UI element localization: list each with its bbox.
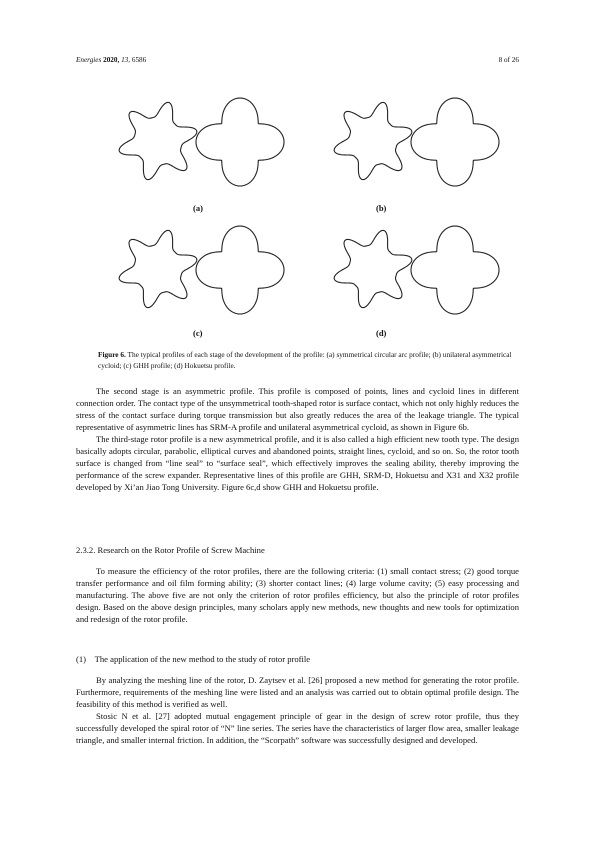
subfigure-label-c: (c) [193, 328, 203, 338]
rotor-profiles-figure [100, 86, 520, 346]
paragraph-zaytsev: By analyzing the meshing line of the rotor, D. Zaytsev et al. [26] proposed a new method for generating the rotor profile. Furthermore, requirements of the meshing line were listed and an analysis was carried out to obtain optimal profile design. The feasibility of this method is verified as well. [76, 675, 519, 709]
journal-name: Energies [76, 56, 102, 64]
journal-volume: 13, [121, 56, 131, 64]
page-number: 8 of 26 [498, 56, 519, 64]
body-block-1 [76, 385, 519, 493]
section-heading: 2.3.2. Research on the Rotor Profile of Screw Machine [76, 545, 265, 555]
caption-title: Figure 6. [98, 350, 126, 359]
paragraph-third-stage: The third-stage rotor profile is a new asymmetrical profile, and it is also called a high efficient new tooth type. The design basically adopts circular, parabolic, elliptical curves and abandoned points, straight lines, cycloid, and so on. So, the rotor tooth surface is changed from “line seal” to “surface seal”, which effectively improves the sealing ability, thereby improving the performance of the screw expander. Representative lines of this profile are GHH, SRM-D, Hokuetsu and X31 and X32 profile developed by Xi’an Jiao Tong University. Figure 6c,d show GHH and Hokuetsu profile. [76, 434, 519, 492]
female-rotor-profile-4 [334, 230, 412, 307]
subfigure-label-b: (b) [376, 203, 387, 213]
paragraph-second-stage: The second stage is an asymmetric profile. This profile is composed of points, lines and cycloid lines in different connection order. The contact type of the unsymmetrical tooth-shaped rotor is surface contact, which not only highly reduces the stress of the contact surface during torque transmission but also greatly reduces the area of the leakage triangle. The typical representative of asymmetric lines has SRM-A profile and unilateral asymmetrical cycloid, as shown in Figure 6b. [76, 386, 519, 432]
body-block-3 [76, 674, 519, 746]
journal-year: 2020, [103, 56, 120, 64]
paragraph-criteria: To measure the efficiency of the rotor profiles, there are the following criteria: (1) small contact stress; (2) good torque transfer performance and oil film forming ability; (3) shorter contact lines; (4) large volume cavity; (5) easy processing and manufacturing. The above five are not only the criterion of rotor profiles efficiency, but also the principle of rotor profiles design. Based on the above design principles, many scholars apply new methods, new thoughts and new tools for optimization and redesign of the rotor profile. [76, 566, 519, 624]
female-rotor-profile-1 [119, 102, 197, 179]
female-rotor-profile-2 [334, 102, 412, 179]
male-rotor-profile-2 [411, 98, 499, 186]
article-number: 6586 [131, 56, 147, 64]
male-rotor-profile-1 [196, 98, 284, 186]
running-header-journal [76, 56, 146, 64]
rotor-profiles-drawing [100, 86, 520, 346]
subfigure-label-d: (d) [376, 328, 387, 338]
male-rotor-profile-3 [196, 226, 284, 314]
subfigure-label-a: (a) [193, 203, 203, 213]
female-rotor-profile-3 [119, 230, 197, 307]
male-rotor-profile-4 [411, 226, 499, 314]
numbered-subheading: (1) The application of the new method to the study of rotor profile [76, 654, 311, 664]
caption-text: The typical profiles of each stage of the development of the profile: (a) symmetrical circular arc profile; (b) unilateral asymmetrical cycloid; (c) GHH profile; (d) Hokuetsu profile. [98, 350, 512, 370]
paragraph-stosic: Stosic N et al. [27] adopted mutual engagement principle of gear in the design of screw rotor profile, thus they successfully developed the spiral rotor of “N” line series. The series have the characteristics of larger flow area, smaller leakage triangle, and smaller internal friction. In addition, the “Scorpath” software was successfully designed and developed. [76, 711, 519, 745]
figure-caption [98, 350, 518, 371]
body-block-2 [76, 565, 519, 625]
